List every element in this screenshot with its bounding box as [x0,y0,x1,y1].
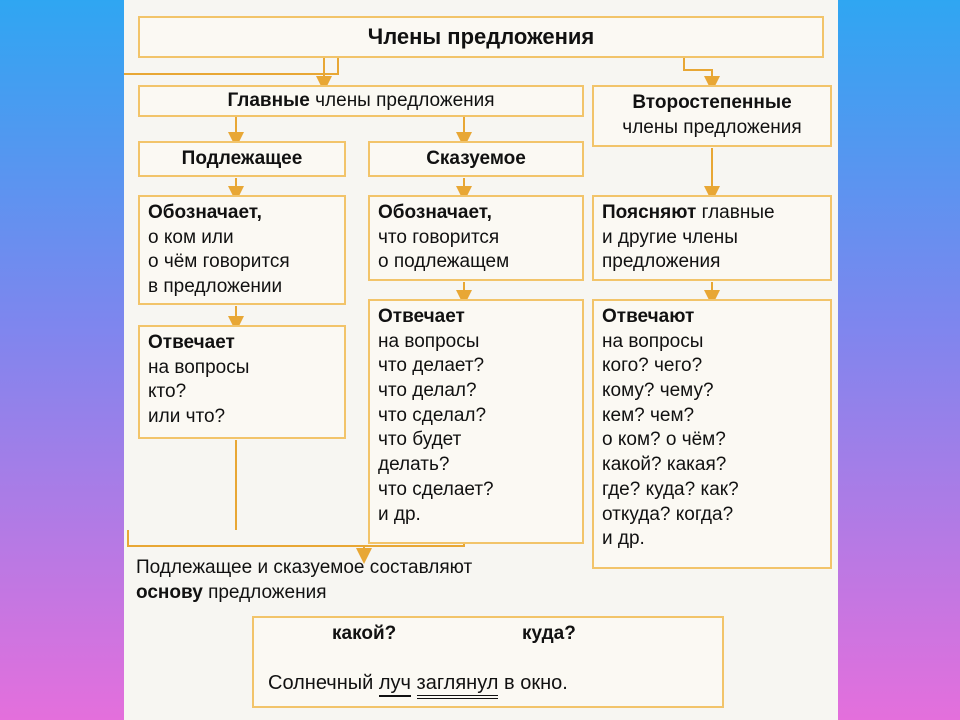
main-members-heading-rest: члены предложения [315,90,495,111]
subject-answers-bold: Отвечает [148,332,235,353]
predicate-answers-line: что сделает? [378,478,494,500]
subject-answers-box [138,325,346,439]
secondary-explain-line: предложения [602,251,721,273]
predicate-denotes-box [368,195,584,281]
secondary-members-heading-bold: Второстепенные [632,92,792,113]
example-question-where: куда? [522,623,576,644]
predicate-box [368,141,584,177]
subject-answers-line: на вопросы [148,356,250,378]
subject-name: Подлежащее [181,148,303,169]
secondary-answers-line: и др. [602,528,645,550]
subject-denotes-line: о чём говорится [148,251,290,273]
secondary-members-box [592,85,832,147]
main-members-box [138,85,584,117]
secondary-answers-box [592,299,832,569]
predicate-denotes-bold: Обозначает, [378,202,492,223]
secondary-explain-box [592,195,832,281]
secondary-members-heading-rest: члены предложения [622,116,802,138]
example-word-predicate: заглянул [417,672,499,699]
secondary-explain-bold: Поясняют [602,202,697,223]
secondary-explain-rest: главные [701,202,775,223]
secondary-answers-line: кому? чему? [602,380,714,402]
basis-note [136,556,472,605]
predicate-denotes-line: что говорится [378,226,500,248]
secondary-answers-bold: Отвечают [602,306,695,327]
secondary-answers-line: на вопросы [602,330,704,352]
secondary-answers-line: кем? чем? [602,404,695,426]
subject-answers-line: или что? [148,406,226,428]
subject-denotes-bold: Обозначает, [148,202,262,223]
example-word: в [504,672,515,694]
predicate-answers-line: что будет [378,429,462,451]
example-box [252,616,724,708]
subject-denotes-line: о ком или [148,226,234,248]
subject-denotes-box [138,195,346,305]
subject-box [138,141,346,177]
subject-answers-line: кто? [148,381,187,403]
arrow-title-to-secondary [684,58,712,84]
secondary-answers-line: где? куда? как? [602,478,739,500]
predicate-answers-line: делать? [378,454,450,476]
predicate-answers-line: что делает? [378,355,485,377]
example-sentence [268,670,568,696]
predicate-answers-line: на вопросы [378,330,480,352]
textbook-page [124,0,838,720]
secondary-answers-line: кого? чего? [602,355,703,377]
basis-bold: основу [136,581,203,603]
secondary-explain-line: и другие члены [602,226,738,248]
predicate-name: Сказуемое [426,148,526,169]
example-word: Солнечный [268,672,374,694]
predicate-answers-bold: Отвечает [378,306,465,327]
secondary-answers-line: какой? какая? [602,454,727,476]
basis-rest: предложения [208,581,327,603]
main-members-heading-bold: Главные [227,90,310,111]
subject-denotes-line: в предложении [148,276,283,298]
arrow-title-left [124,58,338,74]
title-box [138,16,824,58]
example-word: окно. [520,672,568,694]
predicate-answers-line: и др. [378,503,421,525]
example-word-subject: луч [379,672,411,697]
predicate-answers-line: что сделал? [378,404,487,426]
secondary-answers-line: о ком? о чём? [602,429,726,451]
predicate-answers-box [368,299,584,544]
diagram-title: Члены предложения [367,24,595,49]
secondary-answers-line: откуда? когда? [602,503,734,525]
basis-line1: Подлежащее и сказуемое составляют [136,557,473,578]
example-question-what-kind: какой? [332,623,397,644]
predicate-denotes-line: о подлежащем [378,251,510,273]
predicate-answers-line: что делал? [378,380,477,402]
